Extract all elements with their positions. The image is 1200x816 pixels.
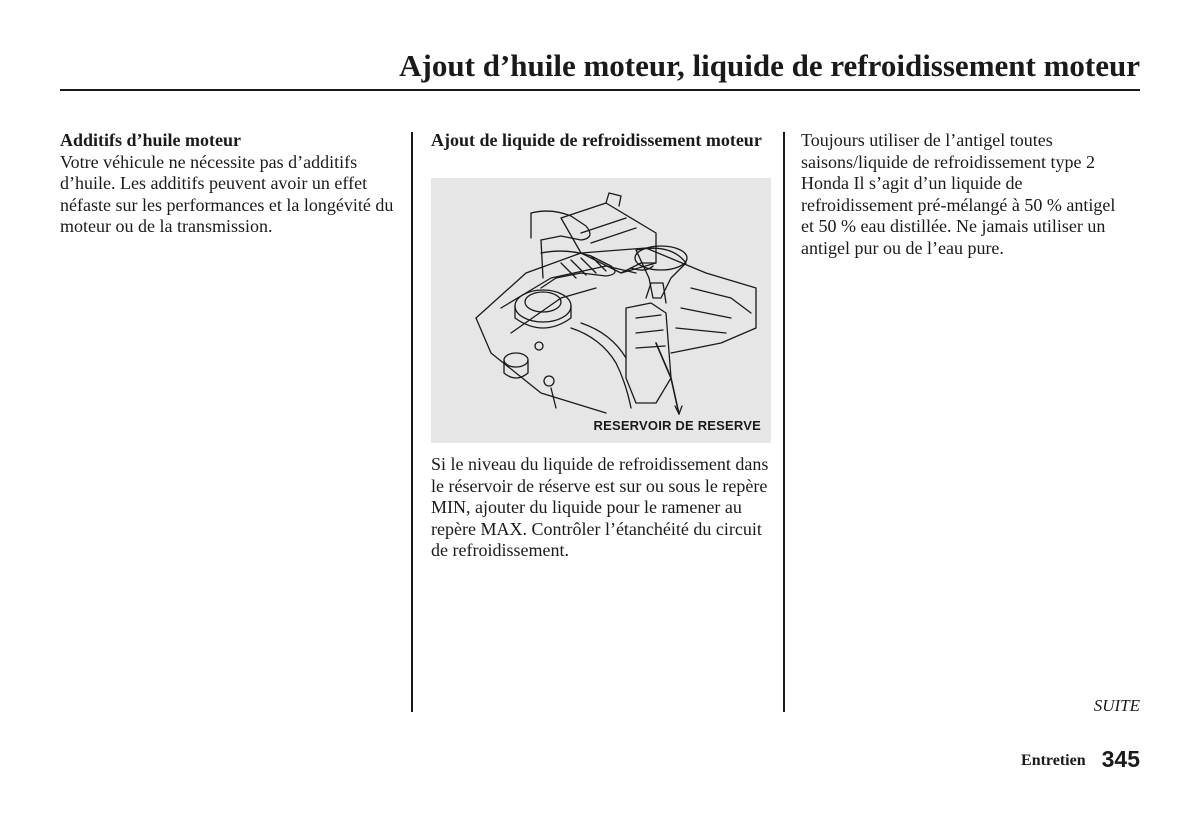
- left-column-heading: Additifs d’huile moteur: [60, 130, 242, 150]
- middle-column-body: [431, 454, 771, 562]
- right-column-body: Toujours utiliser de l’antigel toutes saisons/liquide de refroidissement type 2 Honda Il s’agit d’un liquide de refroidissement pré-mélangé à 50 % antigel et 50 % eau distillée. Ne jamais utiliser un antigel pur ou de l’eau pure.: [801, 130, 1116, 258]
- middle-column-heading-block: [431, 130, 771, 152]
- page-number: 345: [1101, 746, 1140, 772]
- left-column: [60, 130, 395, 238]
- page-title: Ajout d’huile moteur, liquide de refroidissement moteur: [399, 48, 1140, 83]
- column-divider-left: [411, 132, 413, 712]
- continued-marker: SUITE: [1093, 696, 1140, 715]
- title-rule: [60, 89, 1140, 91]
- middle-column-heading: Ajout de liquide de refroidissement moteur: [431, 130, 762, 150]
- figure-label: RESERVOIR DE RESERVE: [593, 418, 761, 433]
- left-column-body: Votre véhicule ne nécessite pas d’additifs d’huile. Les additifs peuvent avoir un effet néfaste sur les performances et la longévité du moteur ou de la transmission.: [60, 151, 394, 236]
- engine-bay-drawing: [431, 178, 771, 443]
- footer-section-name: Entretien: [1021, 752, 1086, 769]
- column-divider-right: [783, 132, 785, 712]
- page-footer: [1021, 746, 1140, 773]
- coolant-reservoir-illustration: [431, 178, 771, 443]
- right-column: [801, 130, 1131, 259]
- middle-column-body-text: Si le niveau du liquide de refroidissement dans le réservoir de réserve est sur ou sous le repère MIN, ajouter du liquide pour le ramener au repère MAX. Contrôler l’étanchéité du circuit de refroidissement.: [431, 454, 769, 560]
